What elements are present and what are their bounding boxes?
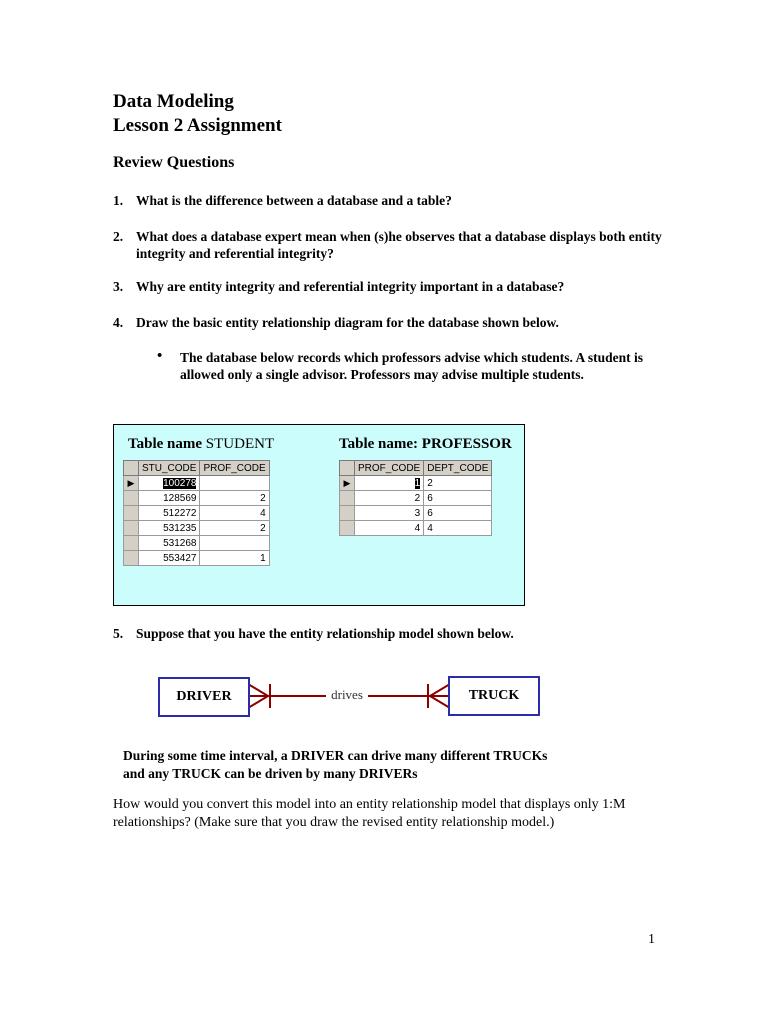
row-selector[interactable] [340,506,355,521]
question-number: 5. [113,626,124,641]
caption-line: and any TRUCK can be driven by many DRIVERs [123,766,418,781]
table-cell[interactable] [139,476,200,491]
question-number: 4. [113,315,124,330]
database-panel [113,424,525,606]
selected-cell-value: 100278 [163,477,197,489]
table-row[interactable] [124,476,270,491]
page-number: 1 [648,932,655,947]
question-number: 2. [113,229,124,244]
table-cell[interactable]: 4 [355,521,424,536]
table-cell[interactable]: 4 [200,506,269,521]
er-diagram [150,670,550,722]
bullet-icon: • [157,348,163,364]
current-record-icon[interactable]: ▶ [340,476,355,491]
instruction-paragraph: How would you convert this model into an entity relationship model that displays only 1:M relationships? (Make sure that you draw the revised entity relationship model.) [113,797,626,830]
question-text: Draw the basic entity relationship diagram for the database shown below. [136,315,559,330]
table-cell[interactable]: 531235 [139,521,200,536]
table-cell[interactable]: 1 [200,551,269,566]
student-table-label: Table name [128,436,203,452]
bullet-item [157,349,657,383]
table-cell[interactable]: 3 [355,506,424,521]
question-2 [113,228,673,262]
column-header[interactable]: PROF_CODE [200,461,269,476]
current-record-icon[interactable]: ▶ [124,476,139,491]
table-cell[interactable]: 2 [200,521,269,536]
document-title: Data Modeling [113,91,234,112]
table-cell[interactable]: 4 [424,521,492,536]
student-table-title [128,436,274,453]
column-header[interactable]: STU_CODE [139,461,200,476]
table-cell[interactable]: 128569 [139,491,200,506]
professor-table-title [339,436,512,453]
row-selector-header [124,461,139,476]
question-number: 1. [113,193,124,208]
table-cell[interactable]: 2 [355,491,424,506]
row-selector[interactable] [340,491,355,506]
bullet-text: The database below records which professors advise which students. A student is allowed only a single advisor. Professors may advise multiple students. [180,350,644,382]
table-cell[interactable] [200,476,269,491]
table-header-row [124,461,270,476]
caption-line: During some time interval, a DRIVER can drive many different TRUCKs [123,748,548,763]
student-table-name: STUDENT [205,436,275,452]
table-cell[interactable]: 553427 [139,551,200,566]
table-row[interactable] [340,521,492,536]
erd-caption [123,747,547,783]
row-selector[interactable] [124,536,139,551]
column-header[interactable]: DEPT_CODE [424,461,492,476]
question-3 [113,278,673,295]
table-cell[interactable]: 512272 [139,506,200,521]
row-selector[interactable] [124,506,139,521]
section-heading: Review Questions [113,154,235,171]
selected-cell-value: 1 [414,477,421,489]
table-row[interactable] [340,506,492,521]
table-row[interactable] [124,491,270,506]
table-cell[interactable] [355,476,424,491]
student-table [123,460,270,566]
table-row[interactable] [124,521,270,536]
question-text: Suppose that you have the entity relationship model shown below. [136,626,514,641]
table-cell[interactable]: 6 [424,491,492,506]
row-selector[interactable] [124,551,139,566]
question-1 [113,192,673,209]
table-row[interactable] [124,506,270,521]
row-selector[interactable] [124,521,139,536]
question-5 [113,625,673,642]
question-number: 3. [113,279,124,294]
row-selector-header [340,461,355,476]
question-text: What is the difference between a database and a table? [136,193,452,208]
entity-driver: DRIVER [158,677,250,717]
table-cell[interactable]: 2 [200,491,269,506]
relationship-label: drives [331,687,363,702]
table-row[interactable] [340,476,492,491]
row-selector[interactable] [124,491,139,506]
table-cell[interactable]: 2 [424,476,492,491]
professor-table [339,460,492,536]
table-row[interactable] [340,491,492,506]
question-text: Why are entity integrity and referential integrity important in a database? [136,279,565,294]
table-cell[interactable] [200,536,269,551]
table-cell[interactable]: 6 [424,506,492,521]
professor-table-name: PROFESSOR [421,436,512,452]
table-header-row [340,461,492,476]
entity-truck: TRUCK [448,676,540,716]
table-row[interactable] [124,536,270,551]
question-4 [113,314,673,331]
professor-table-label: Table name: [339,436,419,452]
row-selector[interactable] [340,521,355,536]
table-row[interactable] [124,551,270,566]
table-cell[interactable]: 531268 [139,536,200,551]
column-header[interactable]: PROF_CODE [355,461,424,476]
document-subtitle: Lesson 2 Assignment [113,115,282,136]
question-text: What does a database expert mean when (s)he observes that a database displays both entity integrity and referential integrity? [136,229,662,261]
